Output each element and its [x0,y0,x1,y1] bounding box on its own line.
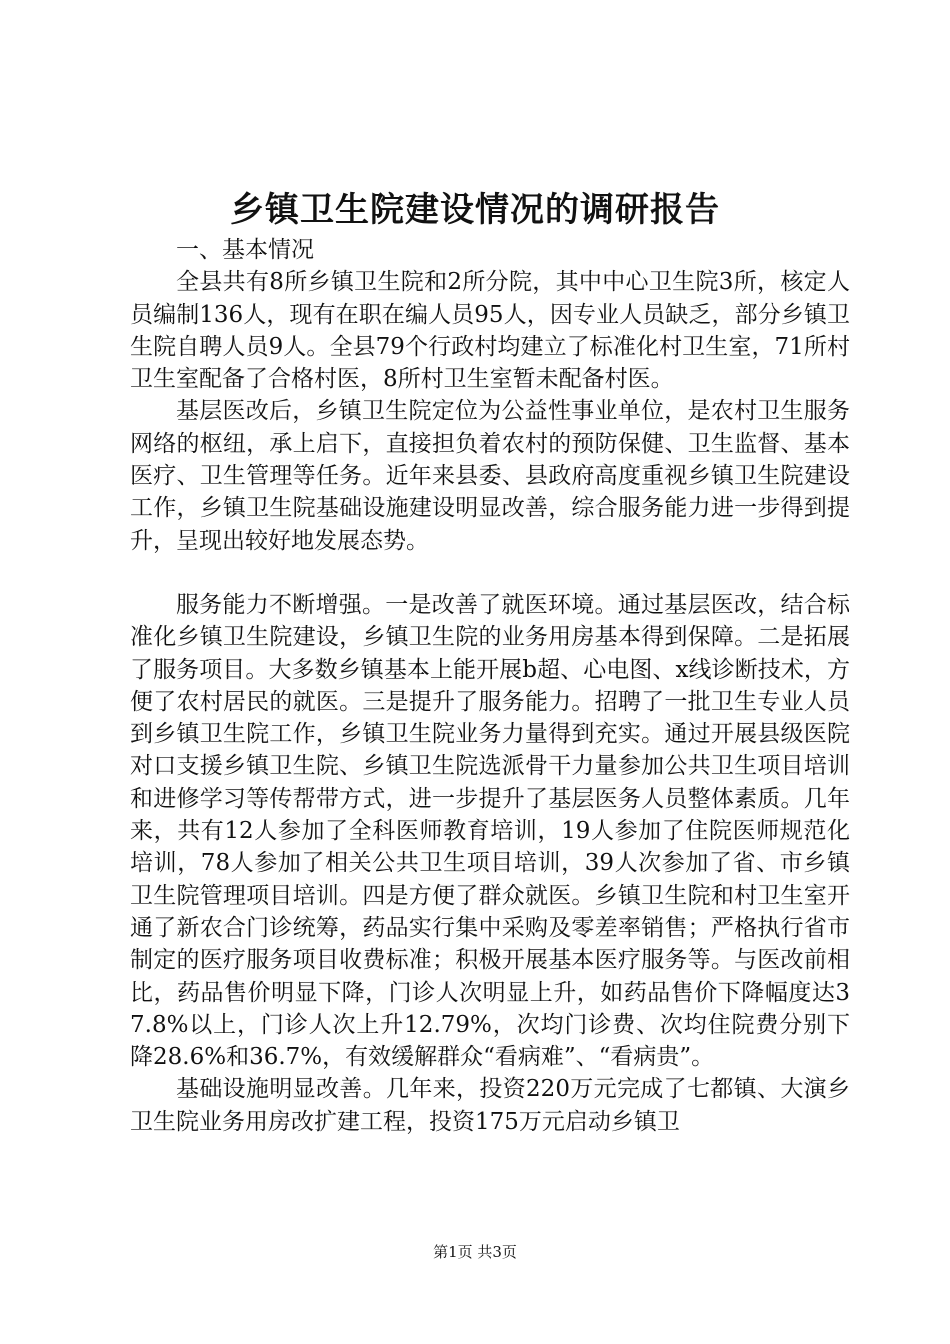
paragraph-gap [130,557,850,589]
paragraph-infrastructure: 基础设施明显改善。几年来，投资220万元完成了七都镇、大演乡卫生院业务用房改扩建工程，投资175万元启动乡镇卫 [130,1076,850,1135]
page-footer: 第1页 共3页 [433,1243,517,1261]
paragraph-basic-stats: 全县共有8所乡镇卫生院和2所分院，其中中心卫生院3所，核定人员编制136人，现有在职在编人员95人，因专业人员缺乏，部分乡镇卫生院自聘人员9人。全县79个行政村均建立了标准化村卫生室，71所村卫生室配备了合格村医，8所村卫生室暂未配备村医。 [130,269,850,393]
paragraph-service-capacity: 服务能力不断增强。一是改善了就医环境。通过基层医改，结合标准化乡镇卫生院建设，乡镇卫生院的业务用房基本得到保障。二是拓展了服务项目。大多数乡镇基本上能开展b超、心电图、x线诊断技术，方便了农村居民的就医。三是提升了服务能力。招聘了一批卫生专业人员到乡镇卫生院工作，乡镇卫生院业务力量得到充实。通过开展县级医院对口支援乡镇卫生院、乡镇卫生院选派骨干力量参加公共卫生项目培训和进修学习等传帮带方式，进一步提升了基层医务人员整体素质。几年来，共有12人参加了全科医师教育培训，19人参加了住院医师规范化培训，78人参加了相关公共卫生项目培训，39人次参加了省、市乡镇卫生院管理项目培训。四是方便了群众就医。乡镇卫生院和村卫生室开通了新农合门诊统筹，药品实行集中采购及零差率销售；严格执行省市制定的医疗服务项目收费标准；积极开展基本医疗服务等。与医改前相比，药品售价明显下降，门诊人次明显上升，如药品售价下降幅度达37.8%以上，门诊人次上升12.79%，次均门诊费、次均住院费分别下降28.6%和36.7%，有效缓解群众“看病难”、“看病贵”。 [130,591,850,1071]
document-body [130,234,850,1138]
document-title: 乡镇卫生院建设情况的调研报告 [230,190,720,230]
section-heading: 一、基本情况 [176,237,314,263]
paragraph-reform-overview: 基层医改后，乡镇卫生院定位为公益性事业单位，是农村卫生服务网络的枢纽，承上启下，直接担负着农村的预防保健、卫生监督、基本医疗、卫生管理等任务。近年来县委、县政府高度重视乡镇卫生院建设工作，乡镇卫生院基础设施建设明显改善，综合服务能力进一步得到提升，呈现出较好地发展态势。 [130,398,850,554]
